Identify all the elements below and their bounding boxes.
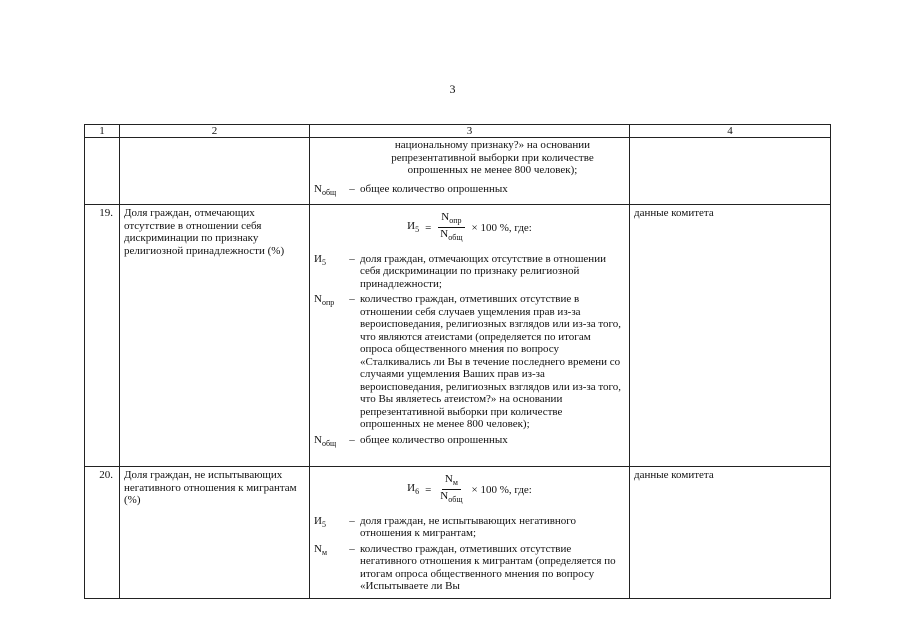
header-col-3: 3	[310, 125, 630, 138]
table-row-20	[85, 467, 831, 598]
definition-text: общее количество опрошенных	[360, 182, 508, 195]
calculation-method	[310, 205, 630, 467]
definition-dash: –	[349, 293, 355, 306]
continuation-line: национальному признаку?» на основании	[394, 139, 591, 151]
definition-symbol: $И_5$	[314, 252, 326, 267]
definition-n-migrants	[314, 543, 625, 593]
formula	[314, 211, 625, 244]
header-col-1: 1	[85, 125, 120, 138]
data-source: данные комитета	[630, 467, 831, 598]
continuation-line: репрезентативной выборки при количестве	[391, 151, 594, 164]
formula-tail: × 100 %, где:	[471, 221, 532, 234]
formula-fraction	[437, 473, 465, 506]
definition-indicator	[314, 253, 625, 291]
fraction-denominator: $N_{общ}$	[440, 228, 463, 243]
definition-dash: –	[349, 433, 355, 446]
row-number: 20.	[85, 467, 120, 598]
continuation-line: опрошенных не менее 800 человек);	[407, 164, 578, 176]
cell-name	[120, 138, 310, 205]
definition-symbol: $N_{опр}$	[314, 293, 335, 308]
formula-lhs: $И_5$	[407, 219, 420, 234]
formula-tail: × 100 %, где:	[471, 483, 532, 496]
definition-n-total	[314, 434, 625, 451]
definition-symbol: $И_5$	[314, 514, 326, 529]
definition-text: доля граждан, отмечающих отсутствие в отношении себя дискриминации по признаку религиозной принадлежности;	[360, 252, 606, 290]
indicator-name: Доля граждан, отмечающих отсутствие в отношении себя дискриминации по признаку религиозной принадлежности (%)	[120, 205, 310, 467]
definition-text: количество граждан, отметивших отсутствие в отношении себя случаев ущемления прав из-за вероисповедания, религиозных взглядов или из-за того, что являются атеистами (определяется по итогам опроса общественного мнения по вопросу «Сталкивались ли Вы в течение последнего времени со случаями ущемления Ваших прав из-за вероисповедания, религиозных взглядов или из-за того, что Вы являетесь атеистом?» на основании репрезентативной выборки при количестве опрошенных не менее 800 человек);	[360, 293, 621, 431]
definition-text: доля граждан, не испытывающих негативного отношения к мигрантам;	[360, 514, 577, 540]
indicator-table	[84, 124, 831, 599]
table-header-row	[85, 125, 831, 138]
definition-indicator	[314, 515, 625, 540]
calculation-method	[310, 467, 630, 598]
formula-lhs: $И_6$	[407, 481, 420, 496]
definition-text: общее количество опрошенных	[360, 433, 508, 446]
definition-symbol: $N_м$	[314, 542, 328, 557]
table-row-continuation	[85, 138, 831, 205]
header-col-4: 4	[630, 125, 831, 138]
cell-source	[630, 138, 831, 205]
cell-method	[310, 138, 630, 205]
definition-n-count	[314, 293, 625, 431]
header-col-2: 2	[120, 125, 310, 138]
formula	[314, 473, 625, 506]
fraction-numerator: $N_{опр}$	[438, 211, 464, 228]
fraction-numerator: $N_м$	[442, 473, 461, 490]
formula-fraction	[437, 211, 465, 244]
definition-dash: –	[349, 182, 355, 195]
definition-dash: –	[349, 252, 355, 265]
indicator-name: Доля граждан, не испытывающих негативного отношения к мигрантам (%)	[120, 467, 310, 598]
definition-symbol: $N_{общ}$	[314, 433, 337, 448]
page-number: 3	[449, 82, 456, 96]
data-source: данные комитета	[630, 205, 831, 467]
fraction-denominator: $N_{общ}$	[440, 490, 463, 505]
definition-dash: –	[349, 514, 355, 527]
definition-dash: –	[349, 542, 355, 555]
definition-symbol: $N_{общ}$	[314, 182, 337, 197]
cell-num	[85, 138, 120, 205]
table-row-19	[85, 205, 831, 467]
definition-text: количество граждан, отметивших отсутствие негативного отношения к мигрантам (определяется по итогам опроса общественного мнения по вопросу «Испытываете ли Вы	[360, 542, 616, 593]
formula-equals: =	[425, 483, 432, 496]
row-number: 19.	[85, 205, 120, 467]
definition-n-total	[314, 183, 625, 200]
formula-equals: =	[425, 221, 432, 234]
